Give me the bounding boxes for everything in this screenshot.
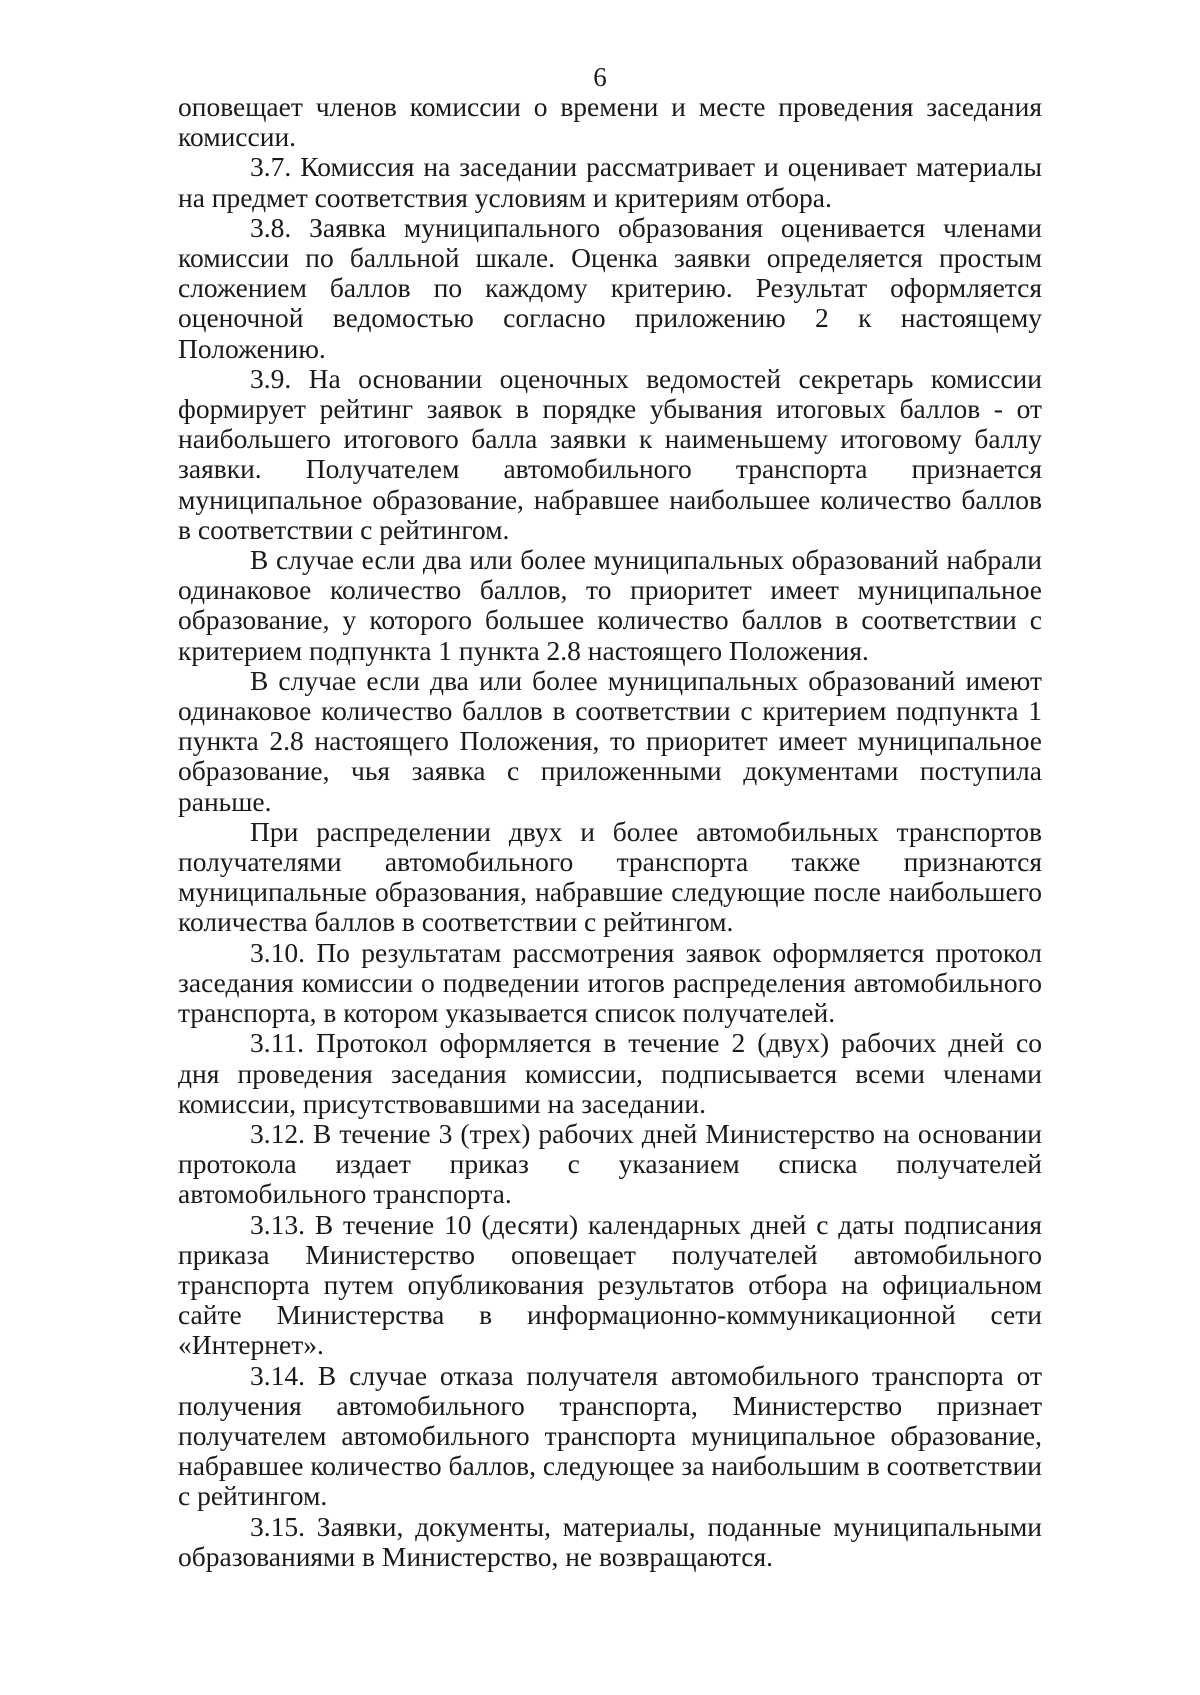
paragraph-3-10: 3.10. По результатам рассмотрения заявок оформляется протокол заседания комиссии о подведении итогов распределения автомобильного транспорта, в котором указывается список получателей. <box>178 936 1042 1029</box>
paragraph-tie-rule-1: В случае если два или более муниципальных образований набрали одинаковое количество баллов, то приоритет имеет муниципальное образование, у которого большее количество баллов в соответствии с критерием подпункта 1 пункта 2.8 настоящего Положения. <box>178 544 1042 666</box>
paragraph-tie-rule-2: В случае если два или более муниципальных образований имеют одинаковое количество баллов в соответствии с критерием подпункта 1 пункта 2.8 настоящего Положения, то приоритет имеет муниципальное образование, чья заявка с приложенными документами поступила раньше. <box>178 664 1042 817</box>
paragraph-3-15: 3.15. Заявки, документы, материалы, поданные муниципальными образованиями в Министерство, не возвращаются. <box>178 1510 1042 1572</box>
page-number: 6 <box>593 62 607 92</box>
paragraph-3-11: 3.11. Протокол оформляется в течение 2 (двух) рабочих дней со дня проведения заседания комиссии, подписывается всеми членами комиссии, присутствовавшими на заседании. <box>178 1027 1042 1119</box>
paragraph-3-7: 3.7. Комиссия на заседании рассматривает и оценивает материалы на предмет соответствия условиям и критериям отбора. <box>178 151 1042 213</box>
paragraph-continuation: оповещает членов комиссии о времени и месте проведения заседания комиссии. <box>178 91 1042 153</box>
document-body <box>178 92 1042 1572</box>
paragraph-multiple-vehicles: При распределении двух и более автомобильных транспортов получателями автомобильного транспорта также признаются муниципальные образования, набравшие следующие после наибольшего количества баллов в соответствии с рейтингом. <box>178 815 1042 938</box>
paragraph-3-8: 3.8. Заявка муниципального образования оценивается членами комиссии по балльной шкале. Оценка заявки определяется простым сложением баллов по каждому критерию. Результат оформляется оценочной ведомостью согласно приложению 2 к настоящему Положению. <box>178 211 1042 364</box>
paragraph-3-9: 3.9. На основании оценочных ведомостей секретарь комиссии формирует рейтинг заявок в порядке убывания итоговых баллов - от наибольшего итогового балла заявки к наименьшему итоговому баллу заявки. Получателем автомобильного транспорта признается муниципальное образование, набравшее наибольшее количество баллов в соответствии с рейтингом. <box>178 362 1042 545</box>
paragraph-3-13: 3.13. В течение 10 (десяти) календарных дней с даты подписания приказа Министерство оповещает получателей автомобильного транспорта путем опубликования результатов отбора на официальном сайте Министерства в информационно-коммуникационной сети «Интернет». <box>178 1208 1042 1361</box>
paragraph-3-14: 3.14. В случае отказа получателя автомобильного транспорта от получения автомобильного транспорта, Министерство признает получателем автомобильного транспорта муниципальное образование, набравшее количество баллов, следующее за наибольшим в соответствии с рейтингом. <box>178 1359 1043 1512</box>
paragraph-3-12: 3.12. В течение 3 (трех) рабочих дней Министерство на основании протокола издает приказ с указанием списка получателей автомобильного транспорта. <box>178 1117 1042 1210</box>
